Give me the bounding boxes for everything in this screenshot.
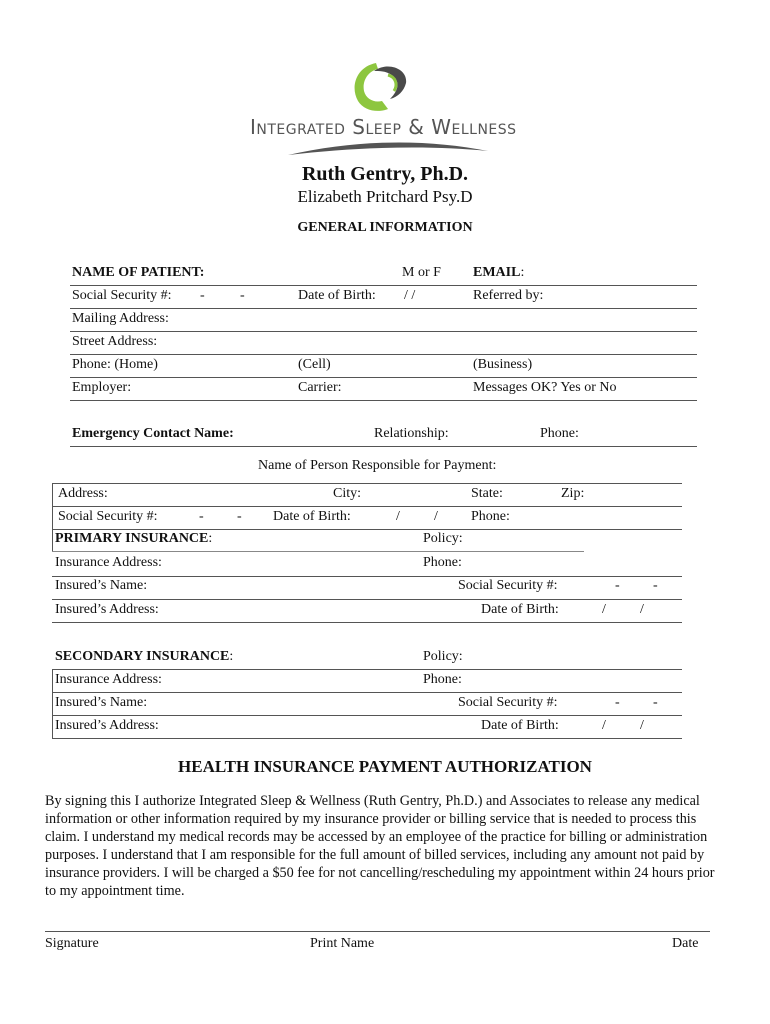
secondary-insured-name-line[interactable] xyxy=(52,715,682,716)
secondary-address-line[interactable] xyxy=(52,692,682,693)
emergency-contact-line[interactable] xyxy=(70,446,697,447)
primary-dob-label: Date of Birth: xyxy=(481,602,559,617)
patient-ssn-line[interactable] xyxy=(70,308,697,309)
employer-line[interactable] xyxy=(70,400,697,401)
email-colon: : xyxy=(520,265,525,280)
patient-dob-label: Date of Birth: xyxy=(298,288,376,303)
responsible-ssn-dash-2: - xyxy=(237,509,242,524)
responsible-ssn-line[interactable] xyxy=(52,529,682,530)
responsible-left-border xyxy=(52,483,53,551)
secondary-ssn-dash-2: - xyxy=(653,695,658,710)
responsible-ssn-label: Social Security #: xyxy=(58,509,158,524)
primary-insurance-colon: : xyxy=(208,531,213,546)
mailing-address-label: Mailing Address: xyxy=(72,311,169,326)
associate-name: Elizabeth Pritchard Psy.D xyxy=(297,187,473,206)
authorization-title: HEALTH INSURANCE PAYMENT AUTHORIZATION xyxy=(178,757,592,776)
patient-name-line[interactable] xyxy=(70,285,697,286)
phone-cell-label: (Cell) xyxy=(298,357,331,372)
secondary-dob-slash-2: / xyxy=(640,718,644,733)
section-title: GENERAL INFORMATION xyxy=(297,220,473,235)
email-label-text: EMAIL xyxy=(473,265,521,280)
street-address-label: Street Address: xyxy=(72,334,158,349)
secondary-policy-label: Policy: xyxy=(423,649,463,664)
logo xyxy=(248,55,538,165)
primary-dob-slash-2: / xyxy=(640,602,644,617)
secondary-ssn-dash-1: - xyxy=(615,695,620,710)
primary-address-line[interactable] xyxy=(52,576,682,577)
primary-insured-name-label: Insured’s Name: xyxy=(55,578,148,593)
primary-ssn-dash-2: - xyxy=(653,578,658,593)
primary-insurance-title-text: PRIMARY INSURANCE xyxy=(55,531,209,546)
carrier-label: Carrier: xyxy=(298,380,342,395)
responsible-dob-slash-2: / xyxy=(434,509,438,524)
messages-ok-label: Messages OK? Yes or No xyxy=(473,380,617,395)
patient-ssn-dash-2: - xyxy=(240,288,245,303)
responsible-top-line xyxy=(52,483,682,484)
primary-dob-slash-1: / xyxy=(602,602,606,617)
primary-policy-line[interactable] xyxy=(52,551,584,552)
secondary-insurance-colon: : xyxy=(229,649,234,664)
responsible-zip-label: Zip: xyxy=(561,486,585,501)
responsible-party-title: Name of Person Responsible for Payment: xyxy=(258,458,497,473)
logo-text: Integrated Sleep & Wellness xyxy=(250,115,517,139)
responsible-ssn-dash-1: - xyxy=(199,509,204,524)
secondary-insured-name-label: Insured’s Name: xyxy=(55,695,148,710)
secondary-ssn-label: Social Security #: xyxy=(458,695,558,710)
secondary-dob-slash-1: / xyxy=(602,718,606,733)
secondary-policy-line[interactable] xyxy=(52,669,682,670)
phone-business-label: (Business) xyxy=(473,357,533,372)
responsible-address-line[interactable] xyxy=(52,506,682,507)
secondary-dob-label: Date of Birth: xyxy=(481,718,559,733)
responsible-state-label: State: xyxy=(471,486,503,501)
patient-dob-slashes: / / xyxy=(404,288,416,303)
secondary-phone-label: Phone: xyxy=(423,672,462,687)
primary-insured-address-line[interactable] xyxy=(52,622,682,623)
primary-insurance-address-label: Insurance Address: xyxy=(55,555,162,570)
primary-policy-label: Policy: xyxy=(423,531,463,546)
secondary-insured-address-line[interactable] xyxy=(52,738,682,739)
emergency-contact-label: Emergency Contact Name: xyxy=(72,426,234,441)
emergency-relationship-label: Relationship: xyxy=(374,426,449,441)
responsible-address-label: Address: xyxy=(58,486,108,501)
employer-label: Employer: xyxy=(72,380,132,395)
responsible-dob-label: Date of Birth: xyxy=(273,509,351,524)
signature-line[interactable] xyxy=(45,931,710,932)
patient-ssn-label: Social Security #: xyxy=(72,288,172,303)
responsible-phone-label: Phone: xyxy=(471,509,510,524)
patient-name-label: NAME OF PATIENT: xyxy=(72,265,205,280)
primary-phone-label: Phone: xyxy=(423,555,462,570)
referred-by-label: Referred by: xyxy=(473,288,544,303)
date-label: Date xyxy=(672,936,699,951)
phone-line[interactable] xyxy=(70,377,697,378)
patient-ssn-dash-1: - xyxy=(200,288,205,303)
sex-label: M or F xyxy=(402,265,441,280)
primary-insured-name-line[interactable] xyxy=(52,599,682,600)
mailing-address-line[interactable] xyxy=(70,331,697,332)
secondary-insurance-title-text: SECONDARY INSURANCE xyxy=(55,649,230,664)
responsible-dob-slash-1: / xyxy=(396,509,400,524)
secondary-insurance-address-label: Insurance Address: xyxy=(55,672,162,687)
secondary-left-border xyxy=(52,669,53,739)
secondary-insurance-title xyxy=(55,649,233,665)
email-label xyxy=(473,265,524,281)
primary-insured-address-label: Insured’s Address: xyxy=(55,602,159,617)
emergency-phone-label: Phone: xyxy=(540,426,579,441)
logo-mark-icon xyxy=(248,55,538,165)
signature-label: Signature xyxy=(45,936,99,951)
primary-ssn-label: Social Security #: xyxy=(458,578,558,593)
primary-ssn-dash-1: - xyxy=(615,578,620,593)
responsible-city-label: City: xyxy=(333,486,362,501)
phone-home-label: Phone: (Home) xyxy=(72,357,158,372)
authorization-text: By signing this I authorize Integrated Sleep & Wellness (Ruth Gentry, Ph.D.) and Associates to release any medical information or other information required by my insurance provider or billing service that is needed to process this claim. I understand my medical records may be accessed by an employee of the practice for billing or administration purposes. I understand that I am responsible for the full amount of billed services, including any amount not paid by insurance providers. I will be charged a $50 fee for not cancelling/rescheduling my appointment within 24 hours prior to my appointment time. xyxy=(45,793,715,899)
street-address-line[interactable] xyxy=(70,354,697,355)
primary-insurance-title xyxy=(55,531,212,547)
doctor-name: Ruth Gentry, Ph.D. xyxy=(301,163,469,185)
print-name-label: Print Name xyxy=(310,936,375,951)
secondary-insured-address-label: Insured’s Address: xyxy=(55,718,159,733)
